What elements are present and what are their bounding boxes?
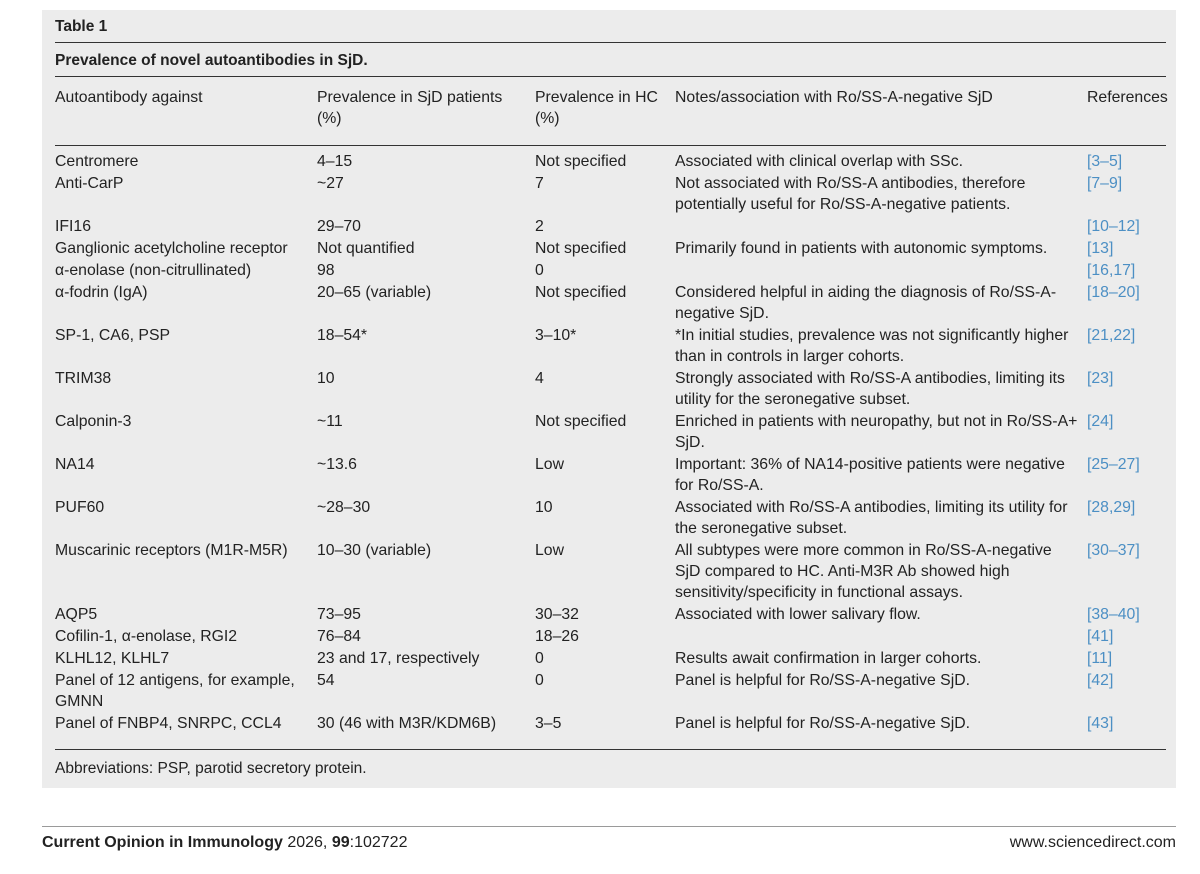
cell-prevalence-sjd: 20–65 (variable) (317, 284, 432, 301)
cell-autoantibody: Ganglionic acetylcholine receptor (55, 240, 288, 257)
title-rule (55, 76, 1166, 77)
cell-prevalence-sjd: 23 and 17, respectively (317, 650, 480, 667)
table-row (55, 151, 1176, 172)
table-row (55, 216, 1176, 237)
header-prevalence-sjd: Prevalence in SjD patients (%) (317, 89, 503, 127)
cell-autoantibody: TRIM38 (55, 370, 112, 387)
cell-reference[interactable]: [16,17] (1087, 262, 1136, 279)
cell-prevalence-hc: 0 (535, 672, 544, 689)
cell-autoantibody: PUF60 (55, 499, 105, 516)
cell-reference[interactable]: [3–5] (1087, 153, 1123, 170)
cell-prevalence-sjd: 76–84 (317, 628, 361, 645)
cell-prevalence-hc: Not specified (535, 413, 627, 430)
cell-prevalence-hc: 30–32 (535, 606, 579, 623)
journal-citation (42, 834, 407, 852)
cell-prevalence-sjd: ~27 (317, 175, 344, 192)
header-autoantibody: Autoantibody against (55, 89, 203, 106)
table-label: Table 1 (55, 18, 108, 35)
cell-notes: Considered helpful in aiding the diagnosis of Ro/SS-A-negative SjD. (675, 284, 1057, 322)
table-row (55, 325, 1176, 367)
cell-prevalence-hc: 3–5 (535, 715, 562, 732)
cell-reference[interactable]: [25–27] (1087, 456, 1140, 473)
cell-prevalence-sjd: 54 (317, 672, 335, 689)
journal-name: Current Opinion in Immunology (42, 834, 283, 851)
cell-reference[interactable]: [42] (1087, 672, 1114, 689)
cell-notes: Not associated with Ro/SS-A antibodies, therefore potentially useful for Ro/SS-A-negative patients. (675, 175, 1026, 213)
journal-article: :102722 (349, 834, 408, 851)
cell-prevalence-hc: 2 (535, 218, 544, 235)
site-url: www.sciencedirect.com (1009, 834, 1176, 851)
cell-prevalence-sjd: 10–30 (variable) (317, 542, 432, 559)
table-bottom-rule (55, 749, 1166, 750)
cell-notes (675, 626, 1087, 647)
cell-notes: All subtypes were more common in Ro/SS-A-negative SjD compared to HC. Anti-M3R Ab showed high sensitivity/specificity in functional assays. (675, 542, 1052, 601)
cell-notes: Important: 36% of NA14-positive patients were negative for Ro/SS-A. (675, 456, 1065, 494)
cell-notes (675, 216, 1087, 237)
cell-autoantibody: Panel of 12 antigens, for example, GMNN (55, 672, 295, 710)
data-table (55, 84, 1176, 735)
cell-prevalence-hc: Low (535, 542, 564, 559)
cell-prevalence-hc: 0 (535, 262, 544, 279)
cell-prevalence-sjd: ~13.6 (317, 456, 357, 473)
header-rule (55, 145, 1166, 146)
cell-prevalence-hc: 4 (535, 370, 544, 387)
cell-autoantibody: α-fodrin (IgA) (55, 284, 148, 301)
cell-autoantibody: SP-1, CA6, PSP (55, 327, 171, 344)
cell-prevalence-hc: Not specified (535, 240, 627, 257)
cell-prevalence-sjd: 30 (46 with M3R/KDM6B) (317, 715, 497, 732)
table-top-rule (55, 42, 1166, 43)
cell-prevalence-hc: Not specified (535, 284, 627, 301)
table-row (55, 713, 1176, 734)
cell-prevalence-hc: 3–10* (535, 327, 577, 344)
table-row (55, 454, 1176, 496)
cell-notes: Panel is helpful for Ro/SS-A-negative SjD. (675, 672, 971, 689)
table-row (55, 648, 1176, 669)
table-row (55, 540, 1176, 603)
header-notes: Notes/association with Ro/SS-A-negative SjD (675, 89, 993, 106)
table-body (55, 146, 1176, 734)
cell-prevalence-sjd: Not quantified (317, 240, 415, 257)
cell-notes: Associated with clinical overlap with SSc. (675, 153, 963, 170)
cell-reference[interactable]: [18–20] (1087, 284, 1140, 301)
cell-notes: Panel is helpful for Ro/SS-A-negative SjD. (675, 715, 971, 732)
cell-autoantibody: Muscarinic receptors (M1R-M5R) (55, 542, 288, 559)
cell-prevalence-hc: 18–26 (535, 628, 579, 645)
journal-volume: 99 (331, 834, 350, 851)
table-panel (42, 10, 1176, 788)
cell-prevalence-sjd: 98 (317, 262, 335, 279)
cell-reference[interactable]: [30–37] (1087, 542, 1140, 559)
table-row (55, 238, 1176, 259)
cell-notes: *In initial studies, prevalence was not significantly higher than in controls in larger cohorts. (675, 327, 1069, 365)
cell-prevalence-sjd: ~11 (317, 413, 343, 430)
cell-notes (675, 260, 1087, 281)
cell-reference[interactable]: [7–9] (1087, 175, 1123, 192)
table-header-row (55, 84, 1176, 145)
cell-reference[interactable]: [23] (1087, 370, 1114, 387)
cell-prevalence-sjd: 18–54* (317, 327, 368, 344)
cell-prevalence-hc: 7 (535, 175, 544, 192)
header-prevalence-hc: Prevalence in HC (%) (535, 89, 658, 127)
cell-prevalence-sjd: 29–70 (317, 218, 361, 235)
cell-reference[interactable]: [38–40] (1087, 606, 1140, 623)
cell-autoantibody: AQP5 (55, 606, 98, 623)
cell-notes: Associated with lower salivary flow. (675, 606, 921, 623)
table-row (55, 282, 1176, 324)
cell-reference[interactable]: [21,22] (1087, 327, 1136, 344)
cell-autoantibody: IFI16 (55, 218, 91, 235)
cell-reference[interactable]: [43] (1087, 715, 1114, 732)
cell-autoantibody: Panel of FNBP4, SNRPC, CCL4 (55, 715, 282, 732)
cell-reference[interactable]: [10–12] (1087, 218, 1140, 235)
table-title: Prevalence of novel autoantibodies in SjD. (55, 52, 368, 69)
footer-rule (42, 826, 1176, 827)
cell-notes: Results await confirmation in larger cohorts. (675, 650, 982, 667)
cell-prevalence-sjd: 4–15 (317, 153, 353, 170)
cell-reference[interactable]: [24] (1087, 413, 1114, 430)
cell-notes: Primarily found in patients with autonomic symptoms. (675, 240, 1048, 257)
cell-prevalence-sjd: 10 (317, 370, 335, 387)
table-row (55, 604, 1176, 625)
table-row (55, 260, 1176, 281)
cell-autoantibody: NA14 (55, 456, 95, 473)
cell-notes: Strongly associated with Ro/SS-A antibodies, limiting its utility for the seronegative subset. (675, 370, 1065, 408)
cell-prevalence-hc: 10 (535, 499, 553, 516)
cell-autoantibody: Centromere (55, 153, 139, 170)
cell-prevalence-hc: 0 (535, 650, 544, 667)
cell-reference[interactable]: [13] (1087, 240, 1114, 257)
cell-autoantibody: Cofilin-1, α-enolase, RGI2 (55, 628, 238, 645)
table-row (55, 670, 1176, 712)
cell-autoantibody: Calponin-3 (55, 413, 132, 430)
cell-autoantibody: Anti-CarP (55, 175, 124, 192)
cell-notes: Enriched in patients with neuropathy, but not in Ro/SS-A+ SjD. (675, 413, 1078, 451)
cell-prevalence-hc: Low (535, 456, 564, 473)
cell-prevalence-sjd: ~28–30 (317, 499, 371, 516)
cell-reference[interactable]: [41] (1087, 628, 1114, 645)
journal-year: 2026, (287, 834, 328, 851)
abbreviations-note: Abbreviations: PSP, parotid secretory protein. (55, 760, 367, 777)
cell-reference[interactable]: [11] (1087, 650, 1113, 667)
cell-prevalence-hc: Not specified (535, 153, 627, 170)
cell-prevalence-sjd: 73–95 (317, 606, 361, 623)
cell-autoantibody: KLHL12, KLHL7 (55, 650, 170, 667)
cell-notes: Associated with Ro/SS-A antibodies, limiting its utility for the seronegative subset. (675, 499, 1068, 537)
header-references: References (1087, 89, 1168, 106)
table-row (55, 368, 1176, 410)
cell-autoantibody: α-enolase (non-citrullinated) (55, 262, 252, 279)
table-row (55, 626, 1176, 647)
cell-reference[interactable]: [28,29] (1087, 499, 1136, 516)
table-row (55, 173, 1176, 215)
table-row (55, 411, 1176, 453)
table-row (55, 497, 1176, 539)
